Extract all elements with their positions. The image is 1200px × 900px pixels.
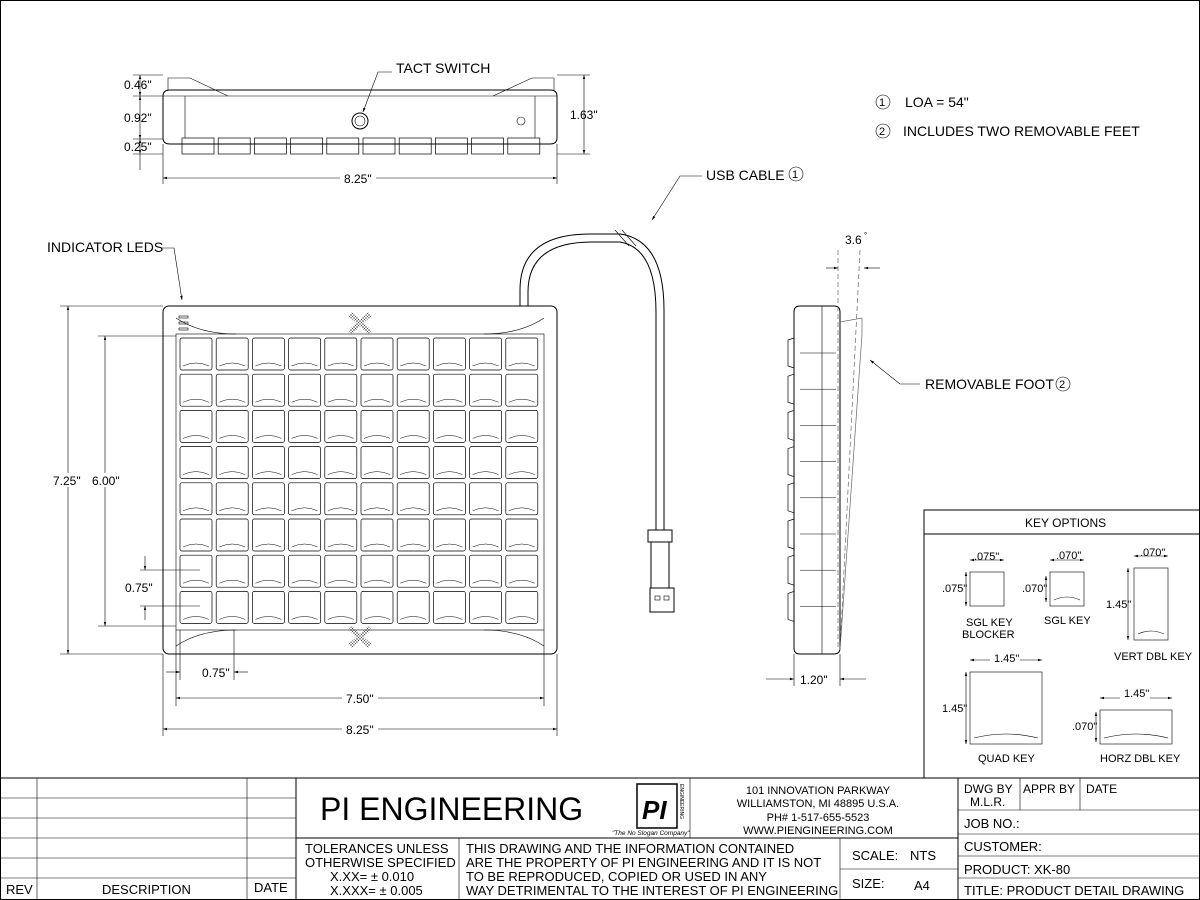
quad-width: 1.45" [994, 653, 1020, 665]
key-dish-r2-c4 [292, 399, 318, 402]
top-view-left-riser [168, 78, 228, 96]
address-line-1: 101 INNOVATION PARKWAY [745, 785, 891, 797]
dim-092: 0.92" [124, 111, 152, 125]
top-view [124, 60, 598, 186]
key-dish-r5-c3 [255, 508, 281, 511]
tolerance-line-1: TOLERANCES UNLESS [305, 841, 449, 856]
key-grid [180, 338, 538, 623]
notes [876, 94, 1140, 139]
key-dish-r7-c4 [292, 580, 318, 583]
key-dish-r4-c1 [183, 472, 209, 475]
key-dish-r4-c7 [400, 472, 426, 475]
key-dish-r3-c8 [436, 435, 462, 438]
angle-unit: ° [864, 231, 868, 240]
key-dish-r6-c7 [400, 544, 426, 547]
company-name: PI ENGINEERING [320, 791, 584, 827]
tolerance-line-2: OTHERWISE SPECIFIED [305, 855, 456, 870]
indicator-hole [517, 117, 525, 125]
key-dish-r1-c1 [183, 363, 209, 366]
quad-height: 1.45" [942, 703, 968, 715]
top-key-8 [435, 138, 467, 154]
key-dish-r8-c10 [509, 616, 535, 619]
key-dish-r5-c5 [328, 508, 354, 511]
key-dish-r7-c3 [255, 580, 281, 583]
dim-725: 7.25" [53, 474, 81, 488]
horz-height: .070" [1072, 721, 1098, 733]
key-options [924, 510, 1200, 778]
key-dish-r5-c10 [509, 508, 535, 511]
side-view-keys [788, 338, 836, 621]
usb-cable-outer [520, 234, 664, 530]
address-website: WWW.PIENGINEERING.COM [743, 825, 893, 837]
key-dish-r1-c10 [509, 363, 535, 366]
logo-pi: PI [642, 795, 667, 825]
key-dish-r6-c8 [436, 544, 462, 547]
usb-plug-housing [651, 542, 669, 588]
top-key-6 [363, 138, 395, 154]
key-dish-r8-c2 [219, 616, 245, 619]
usb-cable-inner [528, 242, 656, 530]
sgl-height: .070" [1022, 583, 1048, 595]
dim-front-825: 8.25" [346, 723, 374, 737]
side-view-body [794, 306, 840, 654]
key-dish-r8-c8 [436, 616, 462, 619]
key-dish-r3-c10 [509, 435, 535, 438]
side-view [766, 231, 1070, 687]
vert-dbl-key-shape [1134, 568, 1168, 640]
removable-foot-note: 2 [1059, 379, 1066, 391]
indicator-led-2 [179, 322, 188, 324]
key-dish-r5-c7 [400, 508, 426, 511]
key-dish-r4-c10 [509, 472, 535, 475]
key-dish-r8-c9 [473, 616, 499, 619]
key-dish-r7-c7 [400, 580, 426, 583]
key-dish-r3-c2 [219, 435, 245, 438]
tolerance-line-3: X.XX= ± 0.010 [330, 869, 415, 884]
dwg-by-label: DWG BY [964, 782, 1013, 796]
key-dish-r8-c1 [183, 616, 209, 619]
key-dish-r6-c4 [292, 544, 318, 547]
key-dish-r6-c5 [328, 544, 354, 547]
horz-dbl-key-label: HORZ DBL KEY [1100, 753, 1181, 765]
key-dish-r5-c2 [219, 508, 245, 511]
key-dish-r4-c2 [219, 472, 245, 475]
dim-046: 0.46" [124, 78, 152, 92]
appr-by-label: APPR BY [1023, 782, 1076, 796]
usb-cable-note: 1 [792, 169, 799, 181]
key-dish-r1-c6 [364, 363, 390, 366]
description-header: DESCRIPTION [102, 882, 191, 897]
blocker-label-1: SGL KEY [966, 617, 1013, 629]
key-dish-r7-c8 [436, 580, 462, 583]
disclaimer-line-3: TO BE REPRODUCED, COPIED OR USED IN ANY [466, 869, 767, 884]
vert-height: 1.45" [1106, 599, 1132, 611]
dim-750: 7.50" [346, 692, 374, 706]
dim-120: 1.20" [800, 673, 828, 687]
side-key-3 [788, 410, 794, 440]
job-no: JOB NO.: [964, 816, 1020, 831]
key-dish-r1-c7 [400, 363, 426, 366]
key-dish-r6-c10 [509, 544, 535, 547]
rev-header: REV [6, 882, 33, 897]
key-dish-r2-c10 [509, 399, 535, 402]
tact-switch-label: TACT SWITCH [396, 60, 491, 76]
key-dish-r4-c8 [436, 472, 462, 475]
disclaimer-line-4: WAY DETRIMENTAL TO THE INTEREST OF PI ENGINEERING [466, 883, 839, 898]
key-dish-r2-c7 [400, 399, 426, 402]
dim-600: 6.00" [92, 474, 120, 488]
top-key-5 [327, 138, 359, 154]
key-dish-r3-c9 [473, 435, 499, 438]
keypad-body [163, 306, 557, 654]
address-phone: PH# 1-517-655-5523 [766, 812, 870, 824]
keypad-key-area [176, 334, 544, 630]
key-dish-r6-c9 [473, 544, 499, 547]
key-dish-r7-c1 [183, 580, 209, 583]
key-dish-r8-c4 [292, 616, 318, 619]
side-key-7 [788, 555, 794, 585]
key-dish-r3-c5 [328, 435, 354, 438]
key-dish-r2-c5 [328, 399, 354, 402]
foot-mark-top [350, 314, 370, 332]
key-dish-r5-c6 [364, 508, 390, 511]
front-view [47, 167, 803, 737]
key-dish-r1-c4 [292, 363, 318, 366]
top-view-keys [182, 138, 540, 154]
key-options-title: KEY OPTIONS [1025, 516, 1107, 530]
dwg-by-value: M.L.R. [970, 795, 1006, 809]
key-dish-r8-c3 [255, 616, 281, 619]
note-2-text: INCLUDES TWO REMOVABLE FEET [903, 123, 1140, 139]
dim-075-vertical: 0.75" [125, 581, 153, 595]
key-dish-r6-c3 [255, 544, 281, 547]
key-dish-r3-c6 [364, 435, 390, 438]
key-dish-r2-c6 [364, 399, 390, 402]
key-dish-r3-c1 [183, 435, 209, 438]
usb-plug-tip [650, 588, 674, 612]
key-dish-r4-c9 [473, 472, 499, 475]
key-dish-r1-c5 [328, 363, 354, 366]
drawing-title: TITLE: PRODUCT DETAIL DRAWING [964, 883, 1185, 898]
note-1-num: 1 [879, 97, 886, 109]
indicator-led-3 [179, 328, 188, 330]
top-key-2 [218, 138, 250, 154]
logo-slogan: "The No Slogan Company" [612, 830, 690, 837]
dim-top-825: 8.25" [344, 172, 372, 186]
title-block [0, 778, 1200, 900]
quad-key-shape [970, 672, 1042, 744]
angle-value: 3.6 [845, 233, 862, 247]
key-dish-r4-c3 [255, 472, 281, 475]
key-dish-r7-c10 [509, 580, 535, 583]
key-dish-r2-c1 [183, 399, 209, 402]
side-key-8 [788, 591, 794, 621]
sgl-key-label: SGL KEY [1044, 615, 1091, 627]
key-dish-r3-c7 [400, 435, 426, 438]
key-dish-r8-c7 [400, 616, 426, 619]
note-2-num: 2 [879, 126, 886, 138]
key-dish-r2-c9 [473, 399, 499, 402]
dim-025: 0.25" [124, 140, 152, 154]
note-1-text: LOA = 54" [905, 94, 969, 110]
disclaimer-line-1: THIS DRAWING AND THE INFORMATION CONTAINED [466, 841, 795, 856]
horz-dbl-key-shape [1100, 710, 1172, 744]
key-dish-r4-c6 [364, 472, 390, 475]
indicator-led-1 [179, 316, 188, 318]
key-dish-r1-c9 [473, 363, 499, 366]
horz-width: 1.45" [1124, 688, 1150, 700]
key-dish-r8-c6 [364, 616, 390, 619]
key-dish-r6-c1 [183, 544, 209, 547]
vert-width: .070" [1140, 547, 1166, 559]
key-dish-r2-c8 [436, 399, 462, 402]
top-key-3 [254, 138, 286, 154]
blocker-height: .075" [942, 583, 968, 595]
top-key-7 [399, 138, 431, 154]
side-key-2 [788, 374, 794, 404]
key-dish-r5-c1 [183, 508, 209, 511]
key-dish-r6-c2 [219, 544, 245, 547]
date-header: DATE [254, 880, 288, 895]
top-key-4 [291, 138, 323, 154]
removable-foot-label: REMOVABLE FOOT [925, 376, 1054, 392]
key-dish-r5-c9 [473, 508, 499, 511]
key-dish-r7-c5 [328, 580, 354, 583]
key-dish-r4-c5 [328, 472, 354, 475]
foot-mark-bottom [350, 628, 370, 646]
indicator-leds-label: INDICATOR LEDS [47, 239, 164, 255]
side-key-6 [788, 519, 794, 549]
usb-plug-body [648, 530, 672, 542]
tact-switch-leader [363, 72, 392, 112]
key-dish-r1-c2 [219, 363, 245, 366]
blocker-label-2: BLOCKER [962, 629, 1015, 641]
usb-cable-label: USB CABLE [706, 167, 785, 183]
size-label: SIZE: [852, 876, 885, 891]
quad-key-label: QUAD KEY [978, 753, 1035, 765]
address-line-2: WILLIAMSTON, MI 48895 U.S.A. [736, 798, 900, 810]
customer: CUSTOMER: [964, 839, 1042, 854]
key-dish-r1-c3 [255, 363, 281, 366]
key-dish-r3-c4 [292, 435, 318, 438]
tact-switch [352, 113, 368, 129]
side-key-4 [788, 447, 794, 477]
key-dish-r7-c2 [219, 580, 245, 583]
key-dish-r3-c3 [255, 435, 281, 438]
date-label: DATE [1086, 782, 1118, 796]
vert-dbl-key-label: VERT DBL KEY [1114, 651, 1193, 663]
size-value: A4 [914, 878, 930, 893]
scale-label: SCALE: [852, 848, 899, 863]
side-key-1 [788, 338, 794, 368]
key-dish-r1-c8 [436, 363, 462, 366]
key-dish-r6-c6 [364, 544, 390, 547]
top-key-10 [508, 138, 540, 154]
key-dish-r7-c9 [473, 580, 499, 583]
key-dish-r8-c5 [328, 616, 354, 619]
dim-163: 1.63" [570, 108, 598, 122]
side-key-5 [788, 483, 794, 513]
key-dish-r5-c4 [292, 508, 318, 511]
company-logo [612, 784, 690, 837]
disclaimer-line-2: ARE THE PROPERTY OF PI ENGINEERING AND IT IS NOT [466, 855, 822, 870]
sgl-width: .070" [1056, 550, 1082, 562]
key-dish-r2-c2 [219, 399, 245, 402]
top-view-body [163, 90, 557, 144]
sgl-key-shape [1050, 572, 1084, 606]
product: PRODUCT: XK-80 [964, 862, 1071, 877]
logo-side-text: ENGINEERING [678, 784, 684, 820]
sgl-key-blocker-shape [970, 572, 1004, 606]
top-key-9 [472, 138, 504, 154]
scale-value: NTS [910, 848, 936, 863]
key-dish-r2-c3 [255, 399, 281, 402]
top-key-1 [182, 138, 214, 154]
key-dish-r5-c8 [436, 508, 462, 511]
blocker-width: .075" [974, 551, 1000, 563]
dim-075-horizontal: 0.75" [202, 666, 230, 680]
key-dish-r7-c6 [364, 580, 390, 583]
top-view-right-riser [493, 78, 554, 96]
removable-foot [840, 318, 862, 650]
key-dish-r4-c4 [292, 472, 318, 475]
tolerance-line-4: X.XXX= ± 0.005 [330, 883, 423, 898]
